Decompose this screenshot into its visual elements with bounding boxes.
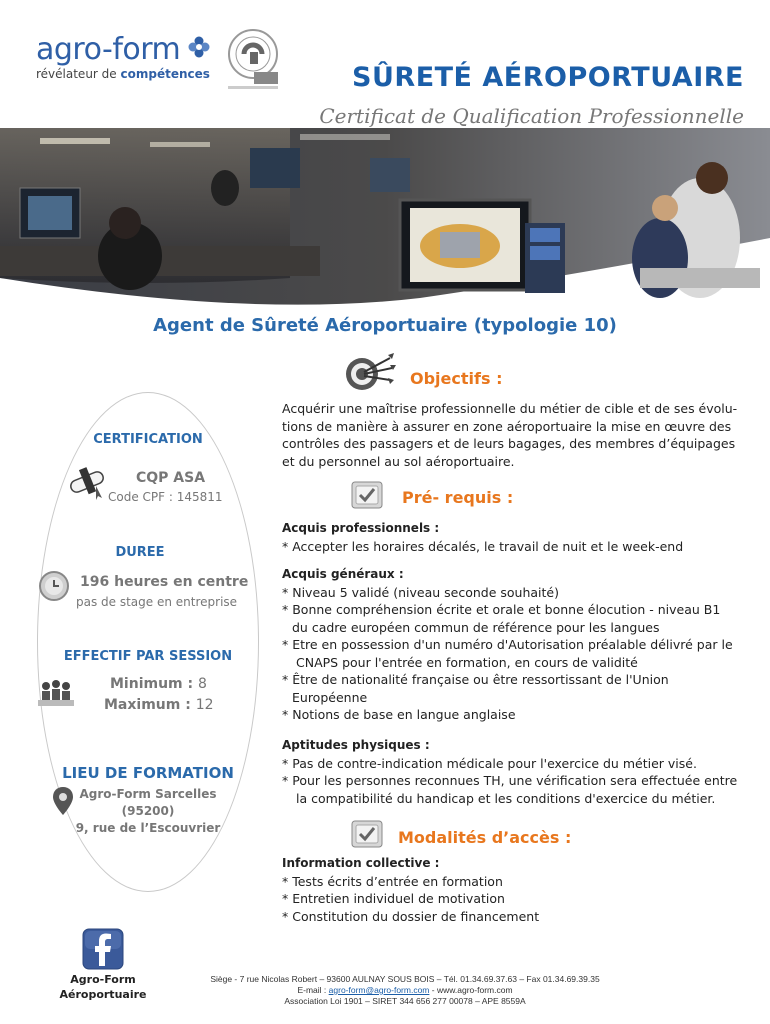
acquis-professionnels: Acquis professionnels : * Accepter les horaires décalés, le travail de nuit et le week-end (282, 521, 684, 554)
duree-heading: DUREE (115, 545, 165, 560)
lieu-heading: LIEU DE FORMATION (62, 764, 234, 782)
aptitudes-physiques: Aptitudes physiques : * Pas de contre-indication médicale pour l'exercice du métier visé. * Pour les personnes reconnues TH, une vérification sera effectuée entre la compatibilité du handicap et les conditions d'exercice du métier. (282, 738, 738, 806)
acquis-generaux: Acquis généraux : * Niveau 5 validé (niveau seconde souhaité) * Bonne compréhension écrite et orale et bonne élocution - niveau B1 du cadre européen commun de référence pour les langues * Etre en possession d'un numéro d'Autorisation préalable délivré par le CNAPS pour l'entrée en formation, en cours de validité * Être de nationalité française ou être ressortissant de l'Union Européenne * Notions de base en langue anglaise (282, 567, 733, 722)
modalites-list: Information collective : * Tests écrits d’entrée en formation * Entretien individuel de motivation * Constitution du dossier de financement (282, 856, 540, 924)
certification-code: Code CPF : 145811 (108, 490, 223, 504)
logo-tagline: révélateur de compétences (36, 67, 210, 81)
objectifs-text: Acquérir une maîtrise professionnelle du métier de cible et de ses évolu- tions de manière à assurer en zone aéroportuaire la mise en œuvre des contrôles des passagers et de leurs bagages, des membres d’équipages et du personnel au sol aéroportuaire. (282, 401, 738, 469)
effectif-heading: EFFECTIF PAR SESSION (63, 649, 233, 664)
page-title: SÛRETÉ AÉROPORTUAIRE (352, 62, 744, 93)
checkbox-icon (350, 480, 384, 510)
effectif-minimum: Minimum : 8 (110, 676, 207, 692)
logo-text: agro-form (36, 32, 181, 67)
certification-heading: CERTIFICATION (93, 432, 203, 447)
objectifs-heading: Objectifs : (410, 369, 503, 388)
effectif-maximum: Maximum : 12 (104, 697, 214, 713)
flower-icon (188, 36, 210, 58)
page-subtitle: Certificat de Qualification Professionnelle (319, 104, 744, 128)
clock-icon (38, 570, 70, 602)
facebook-icon[interactable] (82, 928, 124, 970)
sgs-seal-icon (224, 28, 282, 94)
duree-note: pas de stage en entreprise (76, 595, 238, 609)
agro-form-logo (36, 34, 216, 81)
prerequis-heading: Pré- requis : (402, 488, 514, 507)
certification-name: CQP ASA (136, 470, 206, 486)
footer-contact: Siège - 7 rue Nicolas Robert – 93600 AULNAY SOUS BOIS – Tél. 01.34.69.37.63 – Fax 01.34.69.39.35 E-mail : agro-form@agro-form.com - www.agro-form.com Association Loi 1901 – SIRET 344 656 277 00078 – APE 8559A (210, 974, 600, 1006)
target-icon (344, 352, 398, 392)
website-link[interactable]: - www.agro-form.com (431, 985, 513, 995)
people-icon (36, 676, 76, 712)
facebook-label[interactable]: Agro-Form Aéroportuaire (59, 973, 147, 1001)
lieu-address: Agro-Form Sarcelles (95200) 9, rue de l’Escouvrier (75, 787, 221, 835)
airport-security-photo (0, 128, 770, 312)
email-link[interactable]: agro-form@agro-form.com (328, 985, 430, 995)
agent-title: Agent de Sûreté Aéroportuaire (typologie 10) (153, 315, 617, 336)
modalites-heading: Modalités d’accès : (398, 828, 572, 847)
checkbox-icon (350, 819, 384, 849)
duree-hours: 196 heures en centre (80, 574, 249, 590)
diploma-icon (66, 462, 110, 502)
